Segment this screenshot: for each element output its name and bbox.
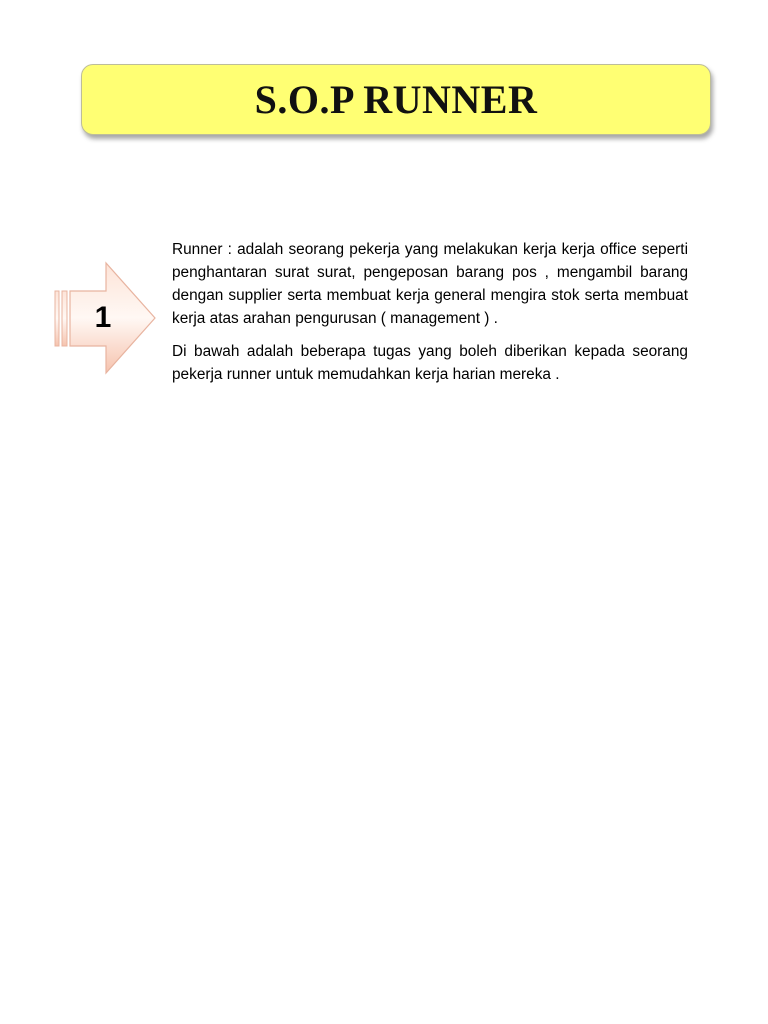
step-number: 1: [94, 301, 112, 334]
paragraph-intro: Di bawah adalah beberapa tugas yang boleh diberikan kepada seorang pekerja runner untuk memudahkan kerja harian mereka .: [172, 343, 688, 383]
body-text: [172, 238, 688, 396]
page-title: S.O.P RUNNER: [254, 77, 538, 122]
paragraph-definition: Runner : adalah seorang pekerja yang melakukan kerja kerja office seperti penghantaran surat surat, pengeposan barang pos , mengambil barang dengan supplier serta membuat kerja general mengira stok serta membuat kerja atas arahan pengurusan ( management ) .: [172, 241, 688, 327]
title-banner: [81, 64, 711, 135]
step-arrow: [52, 260, 158, 376]
